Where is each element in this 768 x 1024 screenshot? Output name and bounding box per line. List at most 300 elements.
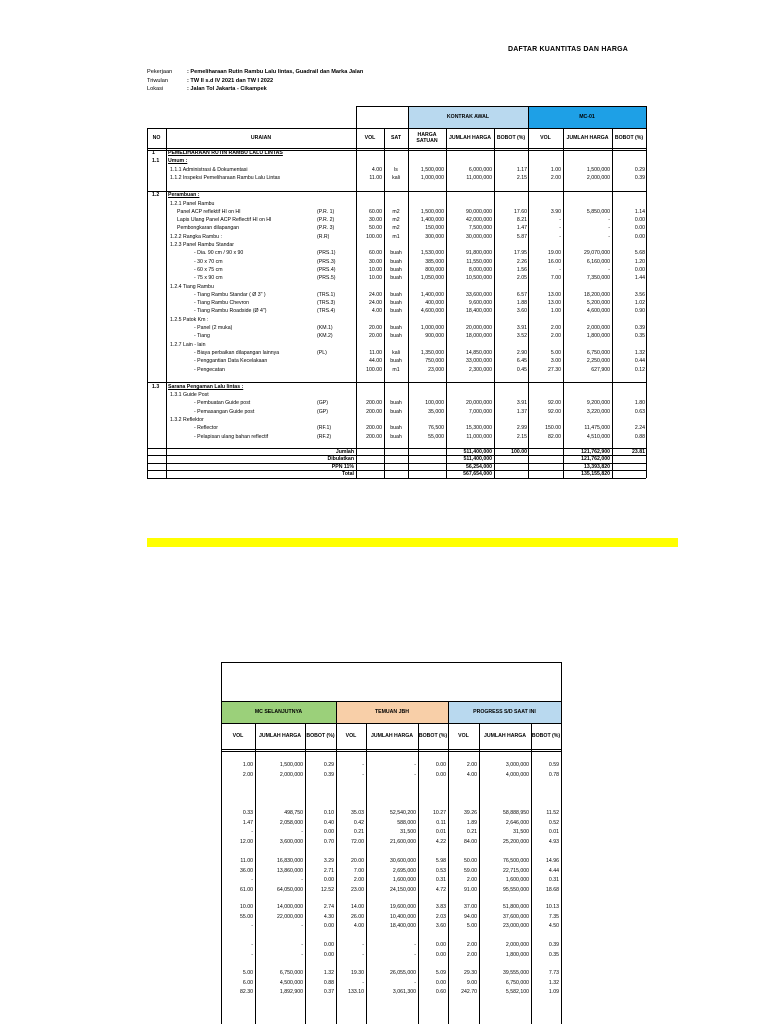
row-jumlah: 11,000,000 [466,174,492,181]
p2-prog-jumlah: 23,000,000 [503,923,529,930]
row-mc-vol: 13.00 [548,291,561,298]
row-vol: 50.00 [369,225,382,232]
row-uraian: - Tiang Rambu Roadside (Ø 4") [194,308,267,315]
p2-jbh-bobot: 4.72 [435,887,446,894]
row-bobot: 1.37 [516,408,527,415]
header-mc-bobot: BOBOT (%) [614,135,644,141]
row-uraian: - Biaya perbaikan dilapangan lainnya [194,349,280,356]
row-harga: 1,050,000 [420,275,444,282]
total-rule [147,463,646,464]
total-jumlah: 56,254,000 [466,463,492,470]
header-mc-jumlah: JUMLAH HARGA [566,135,609,141]
row-mc-jumlah: 627,900 [591,366,610,373]
row-mc-jumlah: 18,200,000 [584,291,610,298]
row-mc-jumlah: 29,070,000 [584,250,610,257]
p2-prog-bobot: 0.52 [548,819,559,826]
row-vol: 4.00 [371,166,382,173]
total-label: Jumlah [335,448,354,455]
row-mc-vol: 16.00 [548,258,561,265]
row-mc-jumlah: 2,000,000 [586,325,610,331]
p2-mc-jumlah: 3,600,000 [279,839,303,846]
header-double-rule [147,150,646,151]
row-mc-bobot: 2.24 [634,425,645,432]
table-bottom-rule [147,478,646,479]
total-jumlah: 511,400,000 [463,456,492,463]
p2-jbh-vol: 26.00 [351,913,364,920]
p2-mc-jumlah: 64,050,000 [277,887,303,894]
row-bobot: 2.99 [516,425,527,432]
row-kode: (PRS.4) [317,266,336,273]
p2-jbh-jumlah: 30,600,000 [390,858,416,864]
header-top-rule [356,106,646,107]
row-mc-bobot: 1.44 [634,275,645,282]
row-mc-bobot: 1.32 [634,349,645,356]
p2-mc-bobot: 0.29 [323,762,334,768]
row-mc-bobot: 1.80 [634,400,645,407]
row-jumlah: 18,400,000 [466,308,492,315]
p2-mc-jumlah: - [301,923,303,930]
header-harga-satuan: HARGA SATUAN [416,132,438,144]
p2-band-top-rule [221,701,561,702]
p2-prog-bobot: 0.78 [548,771,559,778]
row-mc-vol: 150.00 [545,425,561,432]
row-mc-vol: 1.00 [550,166,561,173]
p2-prog-bobot: 0.31 [548,877,559,884]
row-mc-jumlah: - [608,233,610,240]
row-uraian: 1.2.1 Panel Rambu [170,200,215,207]
total-label: Dibulatkan [327,456,354,463]
p2-header-vol: VOL [458,733,469,739]
p2-mc-jumlah: 4,500,000 [279,979,303,986]
row-bobot: 3.91 [516,325,527,331]
row-no: 1 [152,150,155,156]
row-mc-bobot: 0.29 [634,166,645,173]
p2-prog-bobot: 4.50 [548,923,559,930]
p2-prog-jumlah: 31,500 [513,829,529,836]
p2-mc-jumlah: 498,750 [284,810,303,816]
p2-mc-vol: 5.00 [242,970,253,976]
row-sat: kali [392,349,400,356]
row-jumlah: 8,000,000 [468,266,492,273]
p2-jbh-jumlah: 52,540,200 [390,810,416,816]
row-harga: 55,000 [428,433,444,440]
row-mc-vol: 1.00 [550,308,561,315]
row-sat: buah [390,275,402,282]
col-rule [408,106,409,128]
p2-jbh-bobot: 0.00 [435,762,446,768]
p2-header-vol: VOL [232,733,244,739]
row-jumlah: 91,800,000 [466,250,492,257]
row-mc-jumlah: 6,750,000 [586,349,610,356]
header-mc-vol: VOL [540,135,551,141]
p2-mc-vol: 61.00 [240,887,253,894]
row-kode: (RF.2) [317,433,332,440]
row-jumlah: 11,550,000 [466,258,492,265]
total-rule [147,470,646,471]
col-rule [446,128,447,478]
row-uraian: - 30 x 70 cm [194,258,223,265]
p2-prog-jumlah: 58,888,950 [503,810,529,816]
p2-prog-vol: 2.00 [466,951,477,958]
row-vol: 10.00 [369,275,382,282]
row-harga: 1,000,000 [420,174,444,181]
value-pekerjaan: : Pemeliharaan Rutin Rambu Lalu lintas, Guadrail dan Marka Jalan [187,69,364,75]
row-uraian: - Tiang [194,333,210,340]
col-rule [646,106,647,478]
p2-prog-jumlah: 2,646,000 [505,819,529,826]
p2-prog-jumlah: 39,555,000 [503,970,529,976]
row-harga: 1,530,000 [420,250,444,257]
row-jumlah: 20,000,000 [466,400,492,407]
row-uraian: - Pelapisan ulang bahan reflectif [194,433,269,440]
row-sat: buah [390,408,402,415]
row-uraian: - Pemasangan Guide post [194,408,255,415]
p2-mc-jumlah: 1,892,900 [279,989,303,996]
row-bobot: 3.91 [516,400,527,407]
row-mc-bobot: 0.00 [634,225,645,232]
p2-prog-jumlah: 4,000,000 [505,771,529,778]
row-sat: m2 [392,225,400,232]
row-bobot: 1.17 [516,166,527,173]
row-harga: 1,350,000 [420,349,444,356]
label-triwulan: Triwulan [147,77,168,84]
total-mc-jumlah: 121,762,000 [581,456,610,463]
p2-prog-bobot: 7.73 [548,970,559,976]
col-rule [356,106,357,478]
p2-jbh-bobot: 3.83 [435,904,446,910]
row-uraian: 1.2.7 Lain - lain [170,341,206,348]
row-jumlah: 14,850,000 [466,349,492,356]
row-vol: 24.00 [369,300,382,307]
value-lokasi: : Jalan Tol Jakarta - Cikampek [187,86,267,92]
p2-jbh-jumlah: 24,150,000 [390,887,416,894]
row-bobot: 17.60 [514,208,527,215]
row-mc-vol: 92.00 [548,408,561,415]
row-mc-jumlah: 1,500,000 [586,166,610,173]
row-mc-jumlah: - [608,266,610,273]
p2-mc-bobot: 0.88 [323,979,334,986]
p2-mc-jumlah: 2,058,000 [279,819,303,826]
row-harga: 150,000 [425,225,444,232]
row-mc-vol: 2.00 [550,325,561,331]
row-uraian: Pembongkaran dilapangan [177,225,240,232]
row-mc-vol: 13.00 [548,300,561,307]
row-sat: buah [390,325,402,331]
row-vol: 30.00 [369,217,382,224]
p2-mc-vol: - [251,923,253,930]
p2-mc-vol: 10.00 [240,904,253,910]
row-harga: 35,000 [428,408,444,415]
row-no: 1.1 [152,158,160,165]
row-mc-vol: 2.00 [550,174,561,181]
p2-jbh-bobot: 3.60 [435,923,446,930]
p2-jbh-vol: - [362,762,364,768]
header-kontrak-awal: KONTRAK AWAL [446,114,490,120]
row-vol: 200.00 [366,433,382,440]
p2-mc-vol: 1.47 [242,819,253,826]
row-mc-bobot: 0.39 [634,325,645,331]
p2-mc-vol: 12.00 [240,839,253,846]
p2-mc-bobot: 2.71 [323,867,334,874]
p2-jbh-bobot: 5.09 [435,970,446,976]
p2-jbh-vol: 4.00 [353,923,364,930]
p2-prog-jumlah: 6,750,000 [505,979,529,986]
p2-mc-bobot: 0.70 [323,839,334,846]
row-sat: buah [390,250,402,257]
row-mc-jumlah: 9,200,000 [586,400,610,407]
row-mc-jumlah: - [608,225,610,232]
row-jumlah: 6,000,000 [468,166,492,173]
row-mc-jumlah: 1,800,000 [586,333,610,340]
p2-prog-jumlah: 3,000,000 [505,762,529,768]
row-mc-vol: - [559,233,561,240]
row-mc-jumlah: 2,250,000 [586,358,610,365]
p2-mc-vol: 6.00 [242,979,253,986]
row-vol: 11.00 [369,174,382,181]
p2-prog-bobot: 0.59 [548,762,559,768]
row-vol: 44.00 [369,358,382,365]
p2-prog-jumlah: 95,550,000 [503,887,529,894]
p2-prog-jumlah: 1,600,000 [505,877,529,884]
row-mc-vol: - [559,266,561,273]
header-no: NO [152,135,161,141]
p2-jbh-vol: 19.30 [351,970,364,976]
row-vol: 20.00 [369,333,382,340]
p2-jbh-vol: 133.10 [348,989,364,996]
row-harga: 1,000,000 [420,325,444,331]
p2-mc-bobot: 1.32 [323,970,334,976]
total-rule [147,448,646,449]
p2-prog-vol: 2.00 [466,942,477,948]
row-uraian: - 75 x 90 cm [194,275,223,282]
row-mc-vol: - [559,217,561,224]
row-sat: m2 [392,217,400,224]
p2-mc-bobot: 0.39 [323,771,334,778]
col-rule [147,128,148,478]
row-kode: (KM.2) [317,333,333,340]
row-sat: ls [394,166,398,173]
p2-mc-jumlah: - [301,951,303,958]
p2-header-double-rule [221,751,561,752]
row-kode: (GP) [317,400,328,407]
row-sat: buah [390,308,402,315]
p2-mc-vol: 36.00 [240,867,253,874]
row-vol: 30.00 [369,258,382,265]
p2-jbh-jumlah: 31,500 [400,829,416,836]
header-jumlah-harga: JUMLAH HARGA [448,135,492,141]
header-mc01: MC-01 [579,114,595,120]
p2-mc-bobot: 0.00 [323,923,334,930]
p2-band-bottom-rule [221,723,561,724]
p2-mc-vol: 1.00 [242,762,253,768]
p2-jbh-vol: - [362,951,364,958]
p2-jbh-bobot: 0.00 [435,979,446,986]
row-mc-vol: 2.00 [550,333,561,340]
total-mc-bobot: 23.81 [632,448,645,455]
row-jumlah: 30,000,000 [466,233,492,240]
total-label: PPN 11% [331,463,354,470]
p2-prog-vol: 242.70 [461,989,477,996]
row-uraian: - Panel (2 muka) [194,325,233,331]
row-kode: (TRS.3) [317,300,336,307]
row-jumlah: 33,600,000 [466,291,492,298]
row-harga: 750,000 [425,358,444,365]
p2-jbh-bobot: 0.00 [435,942,446,948]
row-harga: 1,400,000 [420,217,444,224]
total-rule [147,455,646,456]
row-harga: 385,000 [425,258,444,265]
row-vol: 10.00 [369,266,382,273]
p2-mc-bobot: 3.29 [323,858,334,864]
row-sat: buah [390,425,402,432]
row-harga: 800,000 [425,266,444,273]
header-vol: VOL [364,135,376,141]
p2-mc-jumlah: 2,000,000 [279,771,303,778]
p2-jbh-vol: 72.00 [351,839,364,846]
p2-prog-bobot: 0.01 [548,829,559,836]
p2-prog-vol: 9.00 [466,979,477,986]
p2-mc-bobot: 0.37 [323,989,334,996]
p2-header-jumlah: JUMLAH HARGA [258,733,302,739]
p2-prog-jumlah: 37,600,000 [503,913,529,920]
p2-prog-bobot: 1.32 [548,979,559,986]
row-sat: buah [390,358,402,365]
row-uraian: - Tiang Rambu Chevron [194,300,250,307]
row-harga: 76,500 [428,425,444,432]
p2-header-jumlah: JUMLAH HARGA [483,733,527,739]
row-jumlah: 7,000,000 [468,408,492,415]
p2-prog-bobot: 4.44 [548,867,559,874]
p2-jbh-jumlah: - [414,771,416,778]
p2-mc-jumlah: 13,860,000 [277,867,303,874]
p2-prog-bobot: 14.96 [546,858,559,864]
p2-prog-jumlah: 1,800,000 [505,951,529,958]
row-mc-vol: 3.90 [550,208,561,215]
p2-jbh-bobot: 0.11 [436,819,446,826]
group-rule [147,382,646,383]
value-triwulan: : TW II s.d IV 2021 dan TW I 2022 [187,77,274,84]
row-vol: 24.00 [369,291,382,298]
row-jumlah: 9,600,000 [468,300,492,307]
p2-jbh-vol: 23.00 [351,887,364,894]
p2-mc-vol: 2.00 [242,771,253,778]
p2-header-bobot: BOBOT (%) [418,733,448,739]
row-mc-bobot: 0.35 [634,333,645,340]
p2-mc-bobot: 0.00 [323,951,334,958]
p2-prog-jumlah: 25,200,000 [503,839,529,846]
p2-jbh-jumlah: 19,600,000 [390,904,416,910]
p2-jbh-vol: 0.42 [353,819,364,826]
row-vol: 20.00 [369,325,382,331]
row-mc-vol: 27.30 [548,366,561,373]
row-jumlah: 33,000,000 [466,358,492,365]
row-uraian: Sarana Pengaman Lalu lintas : [168,383,244,390]
row-sat: m1 [392,233,400,240]
row-jumlah: 90,000,000 [466,208,492,215]
row-vol: 100.00 [366,233,382,240]
p2-prog-vol: 29.30 [464,970,477,976]
label-pekerjaan: Pekerjaan [147,69,173,75]
row-sat: buah [390,400,402,407]
p2-mc-vol: - [251,942,253,948]
row-uraian: - 60 x 75 cm [194,266,223,273]
row-mc-bobot: 1.14 [634,208,645,215]
total-mc-jumlah: 135,155,820 [581,471,610,478]
p2-jbh-jumlah: - [414,762,416,768]
p2-jbh-jumlah: 10,400,000 [390,913,416,920]
row-harga: 100,000 [425,400,444,407]
row-jumlah: 15,300,000 [466,425,492,432]
p2-jbh-bobot: 10.27 [433,810,446,816]
p2-mc-jumlah: - [301,877,303,884]
p2-prog-bobot: 0.39 [548,942,559,948]
row-vol: 4.00 [371,308,382,315]
header-mid-rule [147,128,646,129]
row-bobot: 2.15 [516,174,527,181]
p2-jbh-bobot: 4.22 [435,839,446,846]
row-uraian: - Pembuatan Guide post [194,400,251,407]
row-mc-jumlah: 3,220,000 [586,408,610,415]
row-kode: (P.R. 1) [317,208,335,215]
p2-prog-bobot: 1.09 [548,989,559,996]
row-harga: 1,500,000 [420,208,444,215]
row-mc-bobot: 0.63 [634,408,645,415]
p2-jbh-bobot: 0.53 [435,867,446,874]
row-mc-vol: 3.00 [550,358,561,365]
p2-prog-jumlah: 51,800,000 [503,904,529,910]
p2-mc-bobot: 0.00 [323,829,334,836]
row-bobot: 0.45 [516,366,527,373]
row-sat: kali [392,174,400,181]
p2-prog-bobot: 7.35 [548,913,559,920]
row-kode: (P.R. 2) [317,217,335,224]
row-mc-jumlah: 4,600,000 [586,308,610,315]
p2-prog-vol: 2.00 [466,877,477,884]
p2-header-vol: VOL [345,733,357,739]
row-uraian: 1.3.2 Reflektor [170,417,204,423]
project-info [147,68,363,94]
p2-mc-bobot: 0.10 [323,810,334,816]
p2-mc-vol: 55.00 [240,913,253,920]
row-harga: 1,400,000 [420,291,444,298]
p2-jbh-jumlah: 588,000 [397,819,416,826]
p2-prog-vol: 2.00 [466,762,477,768]
row-mc-vol: 82.00 [548,433,561,440]
row-kode: (GP) [317,408,328,415]
p2-jbh-jumlah: - [414,942,416,948]
row-uraian: Lapis Ulang Panel ACP Reflectif HI on HI [177,217,272,224]
row-mc-bobot: 0.12 [634,366,645,373]
row-mc-bobot: 1.20 [634,258,645,265]
row-bobot: 17.95 [514,250,527,257]
p2-mc-bobot: 4.30 [323,913,334,920]
p2-header-bobot: BOBOT (%) [306,733,335,739]
row-uraian: 1.2.4 Tiang Rambu [170,283,214,290]
p2-mc-jumlah: 14,000,000 [277,904,303,910]
row-mc-bobot: 0.44 [634,358,645,365]
row-mc-jumlah: 5,200,000 [586,300,610,307]
row-mc-bobot: 0.00 [634,217,645,224]
col-rule [408,128,409,478]
row-kode: (PL) [317,349,327,356]
p2-mc-bobot: 0.00 [323,942,334,948]
row-vol: 60.00 [369,208,382,215]
p2-mc-vol: 82.30 [240,989,253,996]
row-uraian: PEMELIHARAAN RUTIN RAMBU LALU LINTAS [168,150,283,156]
row-harga: 400,000 [425,300,444,307]
row-bobot: 3.60 [516,308,527,315]
p2-jbh-vol: 14.00 [351,904,364,910]
